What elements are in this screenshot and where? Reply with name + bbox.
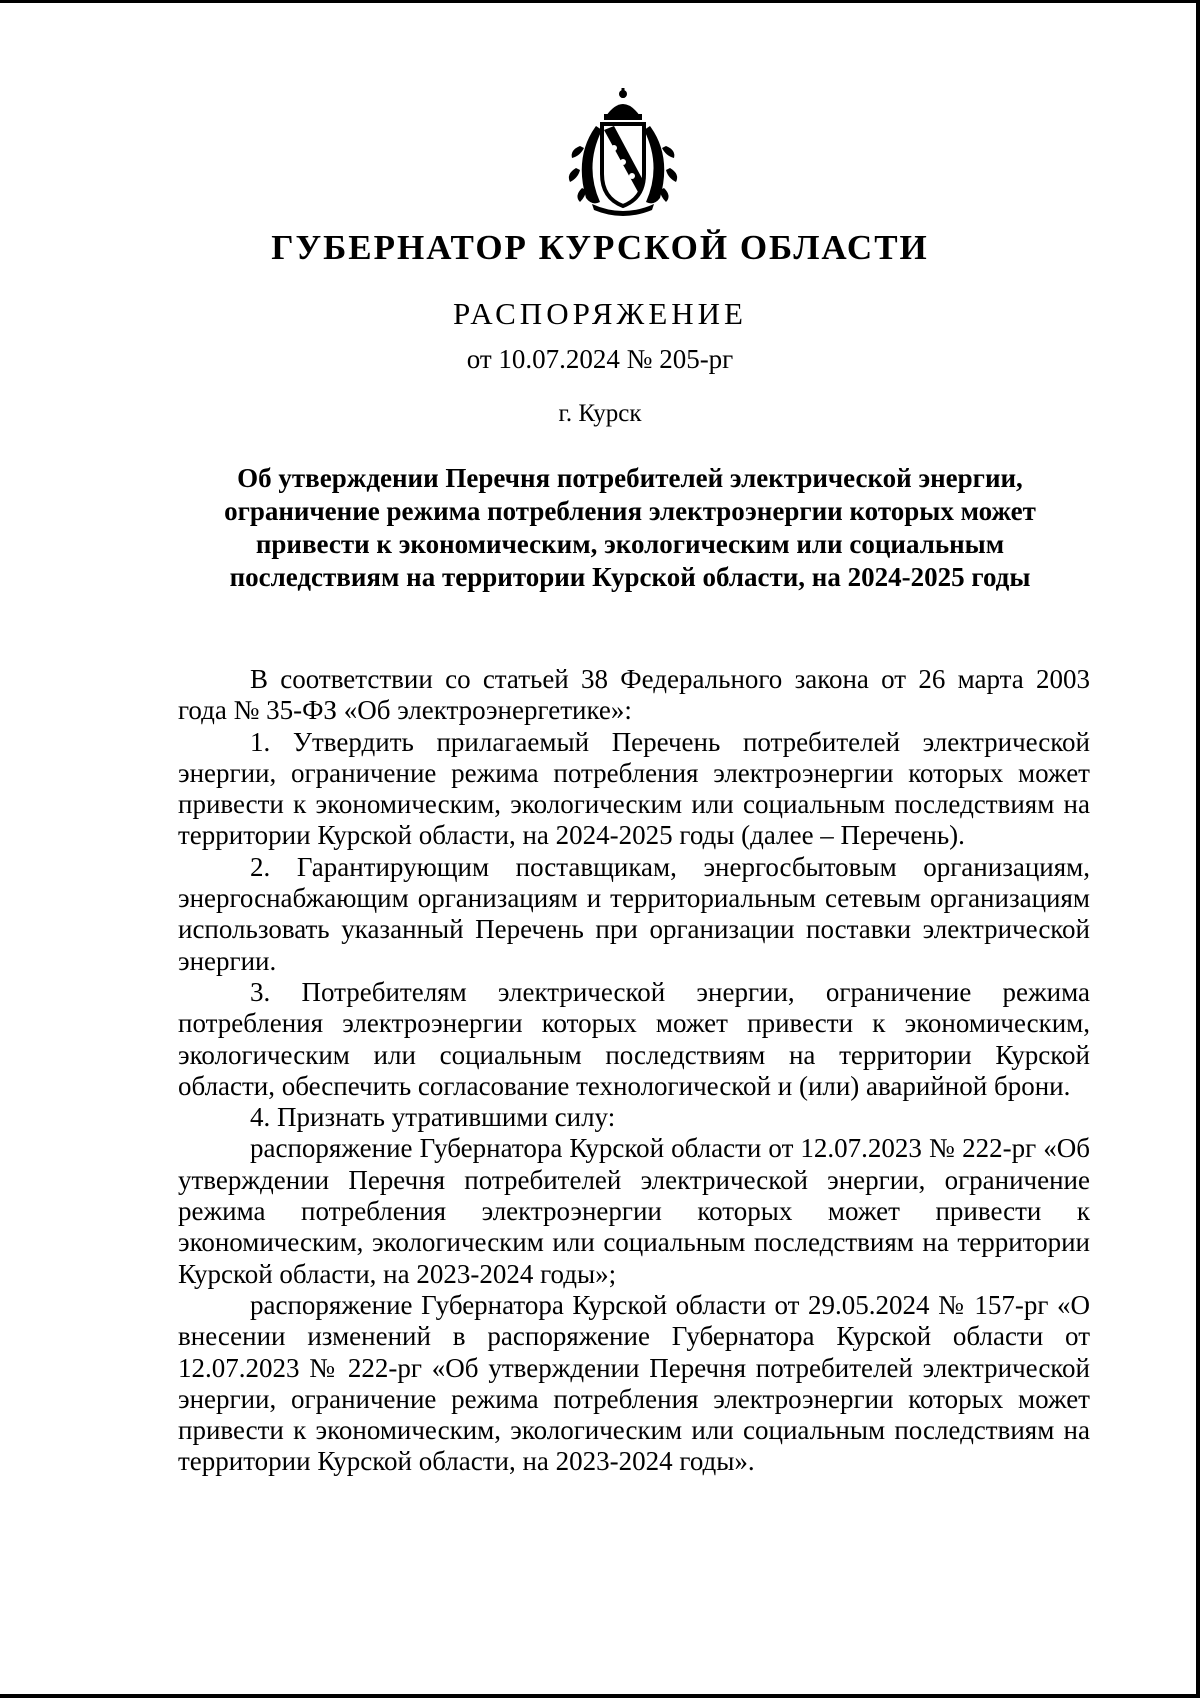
body-paragraph-item-3: 3. Потребителям электрической энергии, ограничение режима потребления электроэнергии которых может привести к экономическим, экологическим или социальным последствиям на территории Курской области, обеспечить согласование технологической и (или) аварийной брони. bbox=[178, 976, 1090, 1101]
title-line: Об утверждении Перечня потребителей электрической энергии, bbox=[237, 463, 1023, 493]
title-line: последствиям на территории Курской области, на 2024-2025 годы bbox=[229, 562, 1031, 592]
document-body bbox=[178, 664, 1090, 1478]
title-line: привести к экономическим, экологическим или социальным bbox=[255, 529, 1005, 559]
scan-edge-bottom bbox=[0, 1694, 1200, 1698]
body-paragraph-repealed-2: распоряжение Губернатора Курской области от 29.05.2024 № 157-рг «О внесении изменений в распоряжение Губернатора Курской области от 12.07.2023 № 222-рг «Об утверждении Перечня потребителей электрической энергии, ограничение режима потребления электроэнергии которых может привести к экономическим, экологическим или социальным последствиям на территории Курской области, на 2023-2024 годы». bbox=[178, 1289, 1090, 1477]
document-city: г. Курск bbox=[558, 400, 642, 427]
body-paragraph-item-2: 2. Гарантирующим поставщикам, энергосбытовым организациям, энергоснабжающим организациям и территориальным сетевым организациям использовать указанный Перечень при организации поставки электрической энергии. bbox=[178, 851, 1090, 976]
issuer-title: ГУБЕРНАТОР КУРСКОЙ ОБЛАСТИ bbox=[271, 228, 929, 267]
title-line: ограничение режима потребления электроэнергии которых может bbox=[224, 496, 1036, 526]
document-type: РАСПОРЯЖЕНИЕ bbox=[453, 296, 747, 331]
scan-edge-top bbox=[0, 0, 1200, 3]
body-paragraph-repealed-1: распоряжение Губернатора Курской области от 12.07.2023 № 222-рг «Об утверждении Перечня потребителей электрической энергии, ограничение режима потребления электроэнергии которых может привести к экономическим, экологическим или социальным последствиям на территории Курской области, на 2023-2024 годы»; bbox=[178, 1133, 1090, 1289]
body-paragraph-item-4: 4. Признать утратившими силу: bbox=[250, 1102, 616, 1133]
document-date-number: от 10.07.2024 № 205-рг bbox=[466, 344, 734, 374]
kursk-coat-of-arms-icon bbox=[566, 86, 680, 216]
document-title bbox=[200, 462, 1060, 594]
body-paragraph-preamble: В соответствии со статьей 38 Федерального закона от 26 марта 2003 года № 35-ФЗ «Об электроэнергетике»: bbox=[178, 664, 1090, 726]
body-paragraph-item-1: 1. Утвердить прилагаемый Перечень потребителей электрической энергии, ограничение режима потребления электроэнергии которых может привести к экономическим, экологическим или социальным последствиям на территории Курской области, на 2024-2025 годы (далее – Перечень). bbox=[178, 726, 1090, 851]
